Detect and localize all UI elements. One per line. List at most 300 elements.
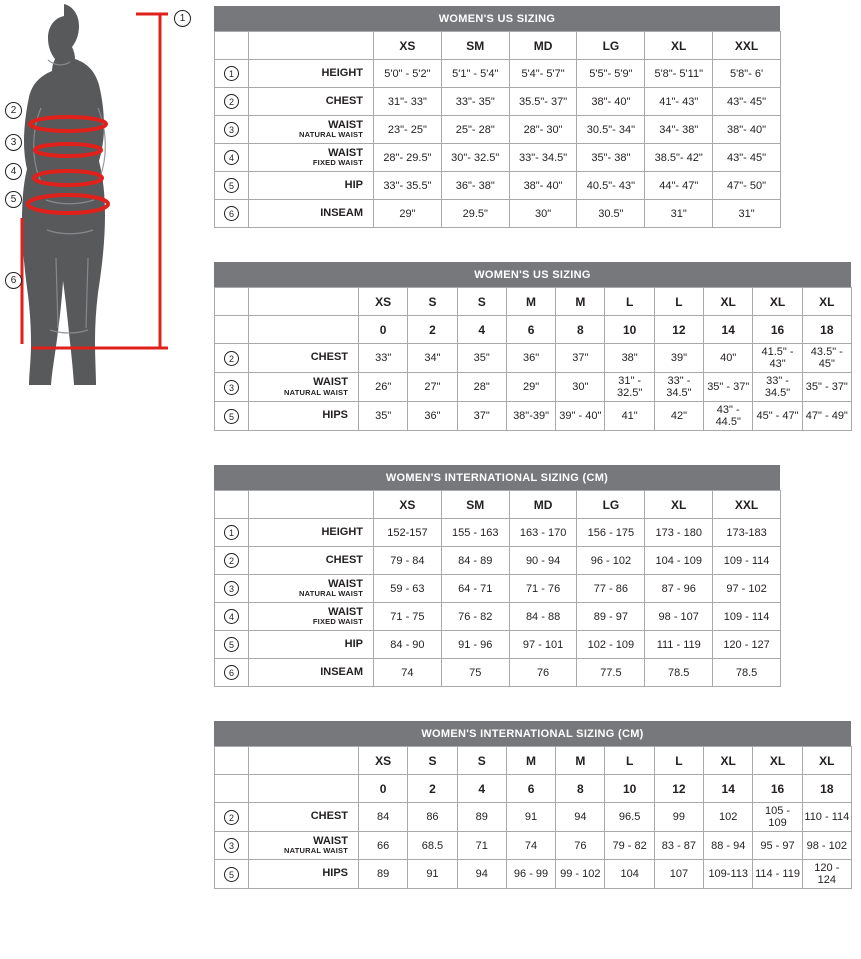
size-table: [214, 490, 781, 687]
column-header: S: [408, 288, 457, 316]
column-subheader: 18: [802, 775, 851, 803]
row-label: [249, 116, 374, 144]
table-row: [215, 200, 781, 228]
measurement-cell: 91: [506, 803, 555, 832]
measurement-cell: 43" - 44.5": [704, 402, 753, 431]
column-subheader: 16: [753, 775, 802, 803]
row-marker-number: [215, 631, 249, 659]
column-subheader: 16: [753, 316, 802, 344]
measurement-cell: 77.5: [577, 659, 645, 687]
header-blank: [249, 32, 374, 60]
measurement-cell: 78.5: [645, 659, 713, 687]
header-blank: [215, 747, 249, 775]
column-subheader: 2: [408, 316, 457, 344]
table-block-womens-international-sizing-alpha: [214, 465, 854, 687]
column-subheader: 14: [704, 775, 753, 803]
row-label-main: HIP: [344, 637, 363, 650]
row-label: [249, 402, 359, 431]
row-marker-number: [215, 200, 249, 228]
measurement-cell: 66: [359, 832, 408, 860]
measurement-cell: 36"- 38": [441, 172, 509, 200]
measurement-cell: 102 - 109: [577, 631, 645, 659]
column-subheader: 6: [506, 316, 555, 344]
column-header: L: [605, 288, 654, 316]
column-subheader: 10: [605, 316, 654, 344]
table-subheader-row: [215, 316, 852, 344]
table-row: [215, 60, 781, 88]
row-label: [249, 803, 359, 832]
measurement-cell: 30": [509, 200, 577, 228]
measurement-cell: 91: [408, 860, 457, 889]
measurement-cell: 96.5: [605, 803, 654, 832]
column-header: XL: [753, 288, 802, 316]
measurement-cell: 35" - 37": [802, 373, 851, 402]
table-row: [215, 344, 852, 373]
table-header-row: [215, 32, 781, 60]
column-header: L: [654, 747, 703, 775]
measurement-cell: 39" - 40": [556, 402, 605, 431]
row-marker-number: [215, 402, 249, 431]
column-subheader: 2: [408, 775, 457, 803]
measurement-cell: 91 - 96: [441, 631, 509, 659]
measurement-cell: 114 - 119: [753, 860, 802, 889]
row-marker-number: [215, 603, 249, 631]
row-marker-number: [215, 88, 249, 116]
measurement-cell: 30": [556, 373, 605, 402]
column-header: SM: [441, 32, 509, 60]
circle-number: 2: [224, 553, 239, 568]
measurement-cell: 5'0" - 5'2": [374, 60, 442, 88]
row-marker-number: [215, 144, 249, 172]
measurement-cell: 79 - 82: [605, 832, 654, 860]
table-row: [215, 803, 852, 832]
measurement-cell: 94: [457, 860, 506, 889]
measurement-cell: 43.5" - 45": [802, 344, 851, 373]
column-subheader: 12: [654, 316, 703, 344]
measurement-cell: 35.5"- 37": [509, 88, 577, 116]
table-row: [215, 373, 852, 402]
measurement-cell: 33" - 34.5": [753, 373, 802, 402]
measurement-cell: 90 - 94: [509, 547, 577, 575]
column-subheader: 18: [802, 316, 851, 344]
measurement-cell: 89: [457, 803, 506, 832]
column-header: XS: [374, 491, 442, 519]
measurement-cell: 43"- 45": [713, 144, 781, 172]
row-label: [249, 575, 374, 603]
circle-number: 4: [224, 609, 239, 624]
measurement-cell: 5'5"- 5'9": [577, 60, 645, 88]
row-label-main: CHEST: [325, 94, 363, 107]
row-marker-number: [215, 172, 249, 200]
marker-4: 4: [5, 163, 22, 180]
row-label-main: HEIGHT: [321, 525, 363, 538]
measurement-cell: 79 - 84: [374, 547, 442, 575]
row-marker-number: [215, 60, 249, 88]
row-label-main: INSEAM: [320, 206, 363, 219]
measurement-cell: 84 - 88: [509, 603, 577, 631]
circle-number: 1: [224, 66, 239, 81]
measurement-cell: 29": [374, 200, 442, 228]
column-subheader: 8: [556, 316, 605, 344]
measurement-cell: 109-113: [704, 860, 753, 889]
table-row: [215, 860, 852, 889]
column-header: XL: [802, 747, 851, 775]
measurement-cell: 120 - 124: [802, 860, 851, 889]
column-subheader: 0: [359, 775, 408, 803]
table-row: [215, 631, 781, 659]
column-header: SM: [441, 491, 509, 519]
header-blank: [249, 747, 359, 775]
measurement-cell: 28"- 30": [509, 116, 577, 144]
measurement-cell: 5'8"- 6': [713, 60, 781, 88]
measurement-cell: 99: [654, 803, 703, 832]
row-marker-number: [215, 547, 249, 575]
column-header: XL: [704, 288, 753, 316]
measurement-cell: 37": [556, 344, 605, 373]
circle-number: 2: [224, 94, 239, 109]
measurement-cell: 173-183: [713, 519, 781, 547]
row-label: [249, 344, 359, 373]
measurement-cell: 59 - 63: [374, 575, 442, 603]
measurement-cell: 89 - 97: [577, 603, 645, 631]
row-label-sub: FIXED WAIST: [312, 158, 363, 168]
row-marker-number: [215, 659, 249, 687]
measurement-cell: 152-157: [374, 519, 442, 547]
measurement-cell: 96 - 99: [506, 860, 555, 889]
measurement-cell: 31"- 33": [374, 88, 442, 116]
measurement-cell: 97 - 102: [713, 575, 781, 603]
column-header: MD: [509, 32, 577, 60]
column-subheader: 0: [359, 316, 408, 344]
row-label-main: WAIST: [328, 146, 363, 159]
measurement-cell: 74: [374, 659, 442, 687]
row-label-sub: NATURAL WAIST: [299, 130, 363, 140]
subheader-blank: [249, 316, 359, 344]
measurement-cell: 68.5: [408, 832, 457, 860]
column-subheader: 4: [457, 316, 506, 344]
measurement-cell: 30.5": [577, 200, 645, 228]
measurement-cell: 109 - 114: [713, 603, 781, 631]
column-header: S: [457, 288, 506, 316]
row-label-main: WAIST: [313, 834, 348, 847]
column-header: L: [654, 288, 703, 316]
measurement-cell: 38": [605, 344, 654, 373]
row-label-main: HIPS: [322, 409, 348, 422]
size-table: [214, 287, 852, 431]
row-marker-number: [215, 803, 249, 832]
row-label-main: WAIST: [328, 605, 363, 618]
table-row: [215, 402, 852, 431]
measurement-cell: 95 - 97: [753, 832, 802, 860]
column-header: L: [605, 747, 654, 775]
row-label: [249, 60, 374, 88]
measurement-cell: 28": [457, 373, 506, 402]
row-marker-number: [215, 116, 249, 144]
header-blank: [249, 288, 359, 316]
measurement-cell: 26": [359, 373, 408, 402]
column-subheader: 8: [556, 775, 605, 803]
column-header: XS: [359, 288, 408, 316]
column-header: XS: [374, 32, 442, 60]
row-label: [249, 88, 374, 116]
column-header: XS: [359, 747, 408, 775]
table-title: WOMEN'S INTERNATIONAL SIZING (CM): [214, 721, 851, 746]
column-header: XL: [704, 747, 753, 775]
measurement-cell: 84: [359, 803, 408, 832]
measurement-cell: 71 - 75: [374, 603, 442, 631]
measurement-cell: 34"- 38": [645, 116, 713, 144]
measurement-cell: 40.5"- 43": [577, 172, 645, 200]
row-label-main: CHEST: [310, 351, 348, 364]
row-marker-number: [215, 344, 249, 373]
column-header: XL: [645, 32, 713, 60]
row-label-main: CHEST: [325, 553, 363, 566]
measurement-cell: 36": [408, 402, 457, 431]
measurement-cell: 110 - 114: [802, 803, 851, 832]
measurement-cell: 38.5"- 42": [645, 144, 713, 172]
table-row: [215, 547, 781, 575]
measurement-cell: 29.5": [441, 200, 509, 228]
column-header: S: [408, 747, 457, 775]
circle-number: 1: [224, 525, 239, 540]
row-label-main: WAIST: [328, 577, 363, 590]
circle-number: 3: [224, 380, 239, 395]
measurement-cell: 155 - 163: [441, 519, 509, 547]
table-row: [215, 603, 781, 631]
circle-number: 6: [224, 665, 239, 680]
table-row: [215, 88, 781, 116]
measurement-cell: 76: [509, 659, 577, 687]
measurement-cell: 33": [359, 344, 408, 373]
column-header: M: [506, 288, 555, 316]
measurement-cell: 30.5"- 34": [577, 116, 645, 144]
row-label: [249, 144, 374, 172]
table-block-womens-international-sizing-numeric: [214, 721, 854, 889]
female-body-illustration: [0, 0, 210, 420]
measurement-cell: 31" - 32.5": [605, 373, 654, 402]
measurement-cell: 97 - 101: [509, 631, 577, 659]
circle-number: 2: [224, 351, 239, 366]
measurement-cell: 23"- 25": [374, 116, 442, 144]
measurement-cell: 109 - 114: [713, 547, 781, 575]
measurement-cell: 42": [654, 402, 703, 431]
size-table: [214, 746, 852, 889]
row-label: [249, 373, 359, 402]
measurement-cell: 41"- 43": [645, 88, 713, 116]
measurement-cell: 78.5: [713, 659, 781, 687]
measurement-cell: 111 - 119: [645, 631, 713, 659]
measurement-cell: 64 - 71: [441, 575, 509, 603]
measurement-cell: 33" - 34.5": [654, 373, 703, 402]
measurement-cell: 98 - 102: [802, 832, 851, 860]
subheader-blank: [249, 775, 359, 803]
measurement-cell: 83 - 87: [654, 832, 703, 860]
row-label: [249, 172, 374, 200]
measurement-cell: 120 - 127: [713, 631, 781, 659]
column-subheader: 10: [605, 775, 654, 803]
circle-number: 4: [224, 150, 239, 165]
measurement-cell: 98 - 107: [645, 603, 713, 631]
table-header-row: [215, 288, 852, 316]
measurement-cell: 94: [556, 803, 605, 832]
measurement-cell: 29": [506, 373, 555, 402]
table-title: WOMEN'S INTERNATIONAL SIZING (CM): [214, 465, 780, 490]
row-marker-number: [215, 832, 249, 860]
column-header: M: [506, 747, 555, 775]
measurement-cell: 102: [704, 803, 753, 832]
row-label-sub: NATURAL WAIST: [299, 589, 363, 599]
measurement-cell: 38"-39": [506, 402, 555, 431]
row-label-main: HIP: [344, 178, 363, 191]
table-title: WOMEN'S US SIZING: [214, 6, 780, 31]
circle-number: 5: [224, 409, 239, 424]
measurement-cell: 38"- 40": [577, 88, 645, 116]
measurement-cell: 38"- 40": [713, 116, 781, 144]
measurement-cell: 33"- 34.5": [509, 144, 577, 172]
measurement-cell: 35": [359, 402, 408, 431]
measurement-cell: 47"- 50": [713, 172, 781, 200]
circle-number: 5: [224, 178, 239, 193]
table-row: [215, 575, 781, 603]
circle-number: 3: [224, 581, 239, 596]
measurement-cell: 5'1" - 5'4": [441, 60, 509, 88]
column-header: XL: [645, 491, 713, 519]
column-header: M: [556, 747, 605, 775]
row-label: [249, 547, 374, 575]
row-label-main: CHEST: [310, 810, 348, 823]
measurement-cell: 86: [408, 803, 457, 832]
row-label-main: WAIST: [313, 376, 348, 389]
circle-number: 5: [224, 637, 239, 652]
measurement-cell: 74: [506, 832, 555, 860]
row-label-sub: FIXED WAIST: [312, 617, 363, 627]
table-row: [215, 144, 781, 172]
row-label: [249, 631, 374, 659]
measurement-cell: 43"- 45": [713, 88, 781, 116]
measurement-cell: 84 - 89: [441, 547, 509, 575]
measurement-cell: 75: [441, 659, 509, 687]
marker-3: 3: [5, 134, 22, 151]
measurement-cell: 38"- 40": [509, 172, 577, 200]
table-block-womens-us-sizing-alpha: [214, 6, 854, 228]
table-subheader-row: [215, 775, 852, 803]
row-label-sub: NATURAL WAIST: [284, 846, 348, 856]
measurement-cell: 39": [654, 344, 703, 373]
marker-5: 5: [5, 191, 22, 208]
measurement-cell: 88 - 94: [704, 832, 753, 860]
measurement-cell: 71: [457, 832, 506, 860]
measurement-cell: 25"- 28": [441, 116, 509, 144]
measurement-cell: 104: [605, 860, 654, 889]
row-label: [249, 832, 359, 860]
measurement-cell: 41": [605, 402, 654, 431]
table-title: WOMEN'S US SIZING: [214, 262, 851, 287]
row-marker-number: [215, 575, 249, 603]
measurement-cell: 30"- 32.5": [441, 144, 509, 172]
table-row: [215, 659, 781, 687]
circle-number: 2: [224, 810, 239, 825]
measurement-cell: 104 - 109: [645, 547, 713, 575]
header-blank: [215, 288, 249, 316]
subheader-blank: [215, 316, 249, 344]
column-header: LG: [577, 32, 645, 60]
measurement-cell: 89: [359, 860, 408, 889]
measurement-cell: 33"- 35.5": [374, 172, 442, 200]
measurement-cell: 105 - 109: [753, 803, 802, 832]
measurement-cell: 33"- 35": [441, 88, 509, 116]
row-label-main: INSEAM: [320, 665, 363, 678]
table-row: [215, 519, 781, 547]
marker-2: 2: [5, 102, 22, 119]
row-label-main: HIPS: [322, 867, 348, 880]
measurement-cell: 156 - 175: [577, 519, 645, 547]
header-blank: [215, 32, 249, 60]
measurement-cell: 45" - 47": [753, 402, 802, 431]
table-row: [215, 832, 852, 860]
measurement-figure: [0, 0, 210, 420]
table-header-row: [215, 491, 781, 519]
row-label: [249, 659, 374, 687]
column-header: XXL: [713, 491, 781, 519]
measurement-cell: 31": [713, 200, 781, 228]
marker-6: 6: [5, 272, 22, 289]
row-marker-number: [215, 373, 249, 402]
measurement-cell: 99 - 102: [556, 860, 605, 889]
table-row: [215, 172, 781, 200]
row-label: [249, 603, 374, 631]
column-header: S: [457, 747, 506, 775]
circle-number: 3: [224, 838, 239, 853]
measurement-cell: 28"- 29.5": [374, 144, 442, 172]
row-label-sub: NATURAL WAIST: [284, 387, 348, 397]
measurement-cell: 47" - 49": [802, 402, 851, 431]
measurement-cell: 37": [457, 402, 506, 431]
measurement-cell: 5'8"- 5'11": [645, 60, 713, 88]
measurement-cell: 76 - 82: [441, 603, 509, 631]
table-block-womens-us-sizing-numeric: [214, 262, 854, 431]
row-label: [249, 860, 359, 889]
column-header: M: [556, 288, 605, 316]
column-subheader: 14: [704, 316, 753, 344]
column-subheader: 4: [457, 775, 506, 803]
measurement-cell: 71 - 76: [509, 575, 577, 603]
measurement-cell: 173 - 180: [645, 519, 713, 547]
measurement-cell: 87 - 96: [645, 575, 713, 603]
measurement-cell: 76: [556, 832, 605, 860]
column-header: MD: [509, 491, 577, 519]
measurement-cell: 34": [408, 344, 457, 373]
row-label: [249, 519, 374, 547]
size-tables-container: [214, 6, 854, 923]
marker-1: 1: [174, 10, 191, 27]
measurement-cell: 96 - 102: [577, 547, 645, 575]
row-label: [249, 200, 374, 228]
circle-number: 6: [224, 206, 239, 221]
measurement-cell: 44"- 47": [645, 172, 713, 200]
column-header: LG: [577, 491, 645, 519]
measurement-cell: 40": [704, 344, 753, 373]
column-subheader: 6: [506, 775, 555, 803]
measurement-cell: 36": [506, 344, 555, 373]
table-row: [215, 116, 781, 144]
measurement-cell: 77 - 86: [577, 575, 645, 603]
column-subheader: 12: [654, 775, 703, 803]
measurement-cell: 84 - 90: [374, 631, 442, 659]
measurement-cell: 35": [457, 344, 506, 373]
subheader-blank: [215, 775, 249, 803]
row-label-main: WAIST: [328, 118, 363, 131]
column-header: XL: [802, 288, 851, 316]
